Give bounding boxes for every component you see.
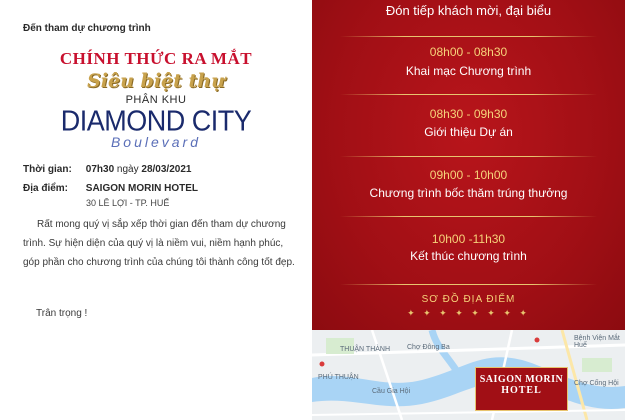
map-label: Cầu Gia Hội <box>372 388 411 395</box>
schedule-activity: Giới thiệu Dự án <box>424 125 513 139</box>
schedule-activity: Chương trình bốc thăm trúng thưởng <box>369 186 568 200</box>
map-label: THUẬN THÀNH <box>340 346 391 353</box>
divider <box>340 94 597 95</box>
time-word: ngày <box>116 164 139 175</box>
schedule-activity: Khai mạc Chương trình <box>405 64 532 78</box>
schedule-time: 10h00 -11h30 <box>431 232 506 246</box>
time-hour: 07h30 <box>85 164 115 175</box>
invitation-paragraph: Rất mong quý vị sắp xếp thời gian đến tham dự chương trình. Sự hiện diện của quý vị là niềm vui, niềm hạnh phúc, góp phần cho chương trình của chúng tôi thành công tốt đẹp. <box>23 219 295 268</box>
signoff: Trân trọng ! <box>36 308 88 319</box>
brand-main: DIAMOND CITY <box>60 105 252 137</box>
time-label: Thời gian: <box>23 164 72 175</box>
welcome-line: Đón tiếp khách mời, đại biểu <box>385 3 552 18</box>
hotel-name-line1: SAIGON MORIN <box>479 374 564 385</box>
schedule-time: 08h30 - 09h30 <box>429 107 508 121</box>
map-title: SƠ ĐỒ ĐỊA ĐIỂM <box>421 294 516 305</box>
time-date: 28/03/2021 <box>141 164 192 175</box>
place-address: 30 LÊ LỢI - TP. HUẾ <box>86 198 170 208</box>
map-label: Bệnh Viện Mắt Huế <box>574 335 620 349</box>
time-row <box>23 164 191 175</box>
launch-heading: CHÍNH THỨC RA MẮT <box>59 49 253 68</box>
place-row <box>23 183 198 194</box>
location-map[interactable] <box>312 330 625 420</box>
invitation-left-panel <box>0 0 312 420</box>
divider <box>340 216 597 217</box>
villa-heading: Siêu biệt thự <box>87 70 225 92</box>
invite-line: Đến tham dự chương trình <box>23 23 151 34</box>
divider <box>340 156 597 157</box>
brand-sub: Boulevard <box>110 134 202 150</box>
map-label: PHÚ THUẬN <box>318 374 359 381</box>
schedule-time: 09h00 - 10h00 <box>429 168 508 182</box>
zone-label: PHÂN KHU <box>125 94 187 106</box>
map-label: Chợ Đông Ba <box>407 344 450 351</box>
divider <box>340 36 597 37</box>
hotel-name-line2: HOTEL <box>501 385 542 396</box>
ornament-row: ✦ ✦ ✦ ✦ ✦ ✦ ✦ ✦ <box>407 308 530 318</box>
place-name: SAIGON MORIN HOTEL <box>85 183 199 194</box>
map-label: Chợ Cống Hội <box>574 380 619 387</box>
place-label: Địa điểm: <box>23 183 69 194</box>
schedule-panel <box>312 0 625 330</box>
schedule-time: 08h00 - 08h30 <box>429 45 508 59</box>
schedule-activity: Kết thúc chương trình <box>410 249 527 263</box>
hotel-marker[interactable] <box>475 367 568 411</box>
divider <box>340 284 597 285</box>
